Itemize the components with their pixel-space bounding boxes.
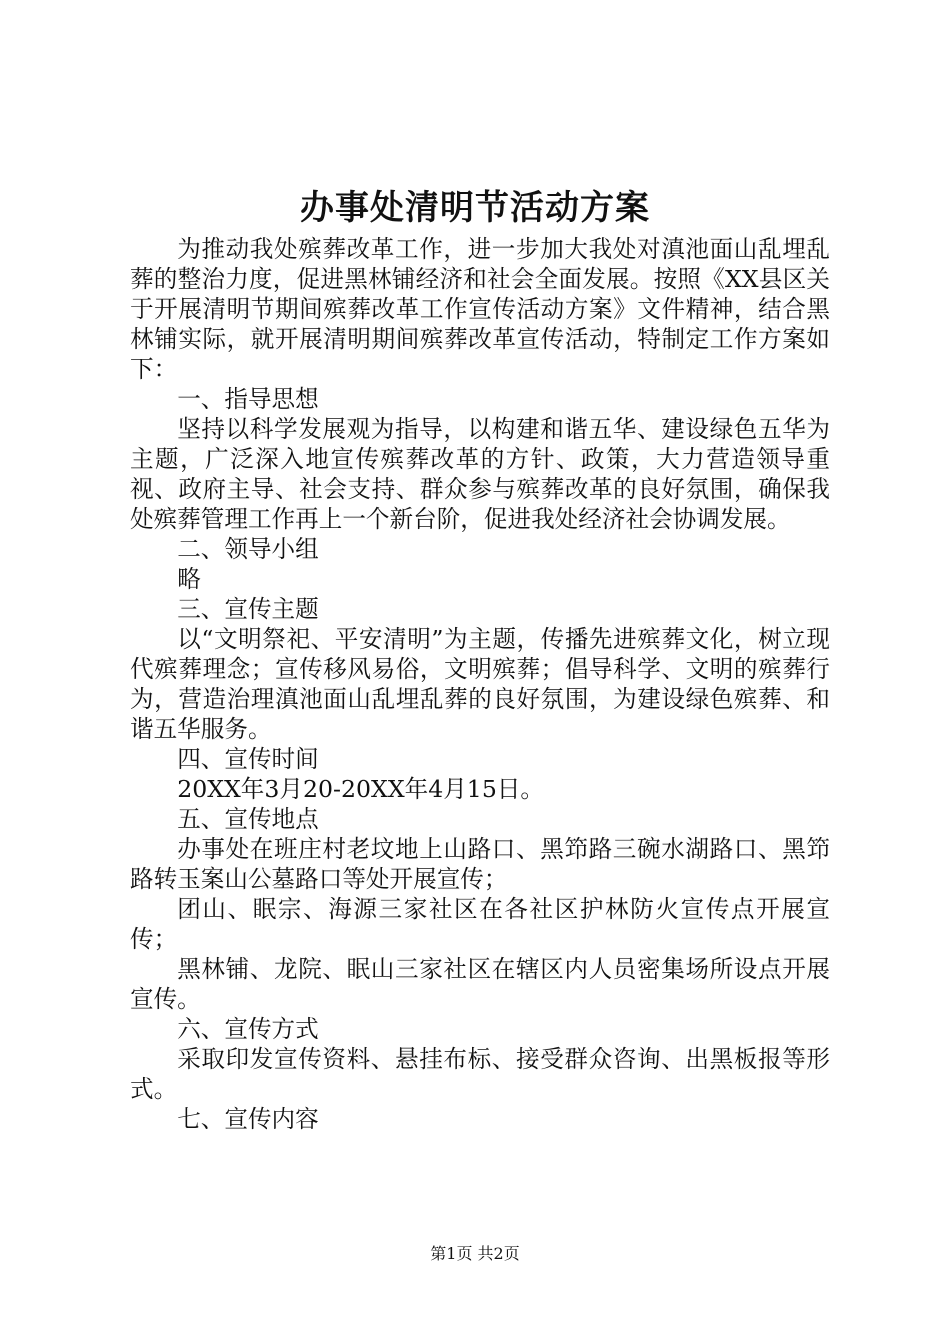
- section-heading-time: 四、宣传时间: [177, 745, 319, 773]
- section-heading-content: 七、宣传内容: [177, 1105, 319, 1133]
- section-heading-location: 五、宣传地点: [177, 805, 319, 833]
- page-footer: 第1页 共2页: [430, 1244, 520, 1263]
- paragraph-location-1: 办事处在班庄村老坟地上山路口、黑笻路三碗水湖路口、黑笻路转玉案山公墓路口等处开展宣传；: [130, 835, 830, 893]
- paragraph-theme: 以“文明祭祀、平安清明”为主题，传播先进殡葬文化，树立现代殡葬理念；宣传移风易俗，文明殡葬；倡导科学、文明的殡葬行为，营造治理滇池面山乱埋乱葬的良好氛围，为建设绿色殡葬、和谐五华服务。: [130, 625, 830, 743]
- paragraph-leading-group: 略: [177, 565, 201, 593]
- paragraph-method: 采取印发宣传资料、悬挂布标、接受群众咨询、出黑板报等形式。: [130, 1045, 830, 1103]
- paragraph-location-3: 黑林铺、龙院、眠山三家社区在辖区内人员密集场所设点开展宣传。: [130, 955, 830, 1013]
- section-heading-theme: 三、宣传主题: [177, 595, 319, 623]
- paragraph-time: 20XX年3月20-20XX年4月15日。: [177, 775, 545, 803]
- document-title: 办事处清明节活动方案: [300, 188, 650, 228]
- section-heading-leading-group: 二、领导小组: [177, 535, 319, 563]
- paragraph-intro: 为推动我处殡葬改革工作，进一步加大我处对滇池面山乱埋乱葬的整治力度，促进黑林铺经济和社会全面发展。按照《XX县区关于开展清明节期间殡葬改革工作宣传活动方案》文件精神，结合黑林铺实际，就开展清明期间殡葬改革宣传活动，特制定工作方案如下：: [130, 235, 830, 383]
- section-heading-guiding-ideology: 一、指导思想: [177, 385, 319, 413]
- section-heading-method: 六、宣传方式: [177, 1015, 319, 1043]
- document-body: [130, 234, 830, 1134]
- paragraph-guiding-ideology: 坚持以科学发展观为指导，以构建和谐五华、建设绿色五华为主题，广泛深入地宣传殡葬改革的方针、政策，大力营造领导重视、政府主导、社会支持、群众参与殡葬改革的良好氛围，确保我处殡葬管理工作再上一个新台阶，促进我处经济社会协调发展。: [130, 415, 830, 533]
- paragraph-location-2: 团山、眠宗、海源三家社区在各社区护林防火宣传点开展宣传；: [130, 895, 830, 953]
